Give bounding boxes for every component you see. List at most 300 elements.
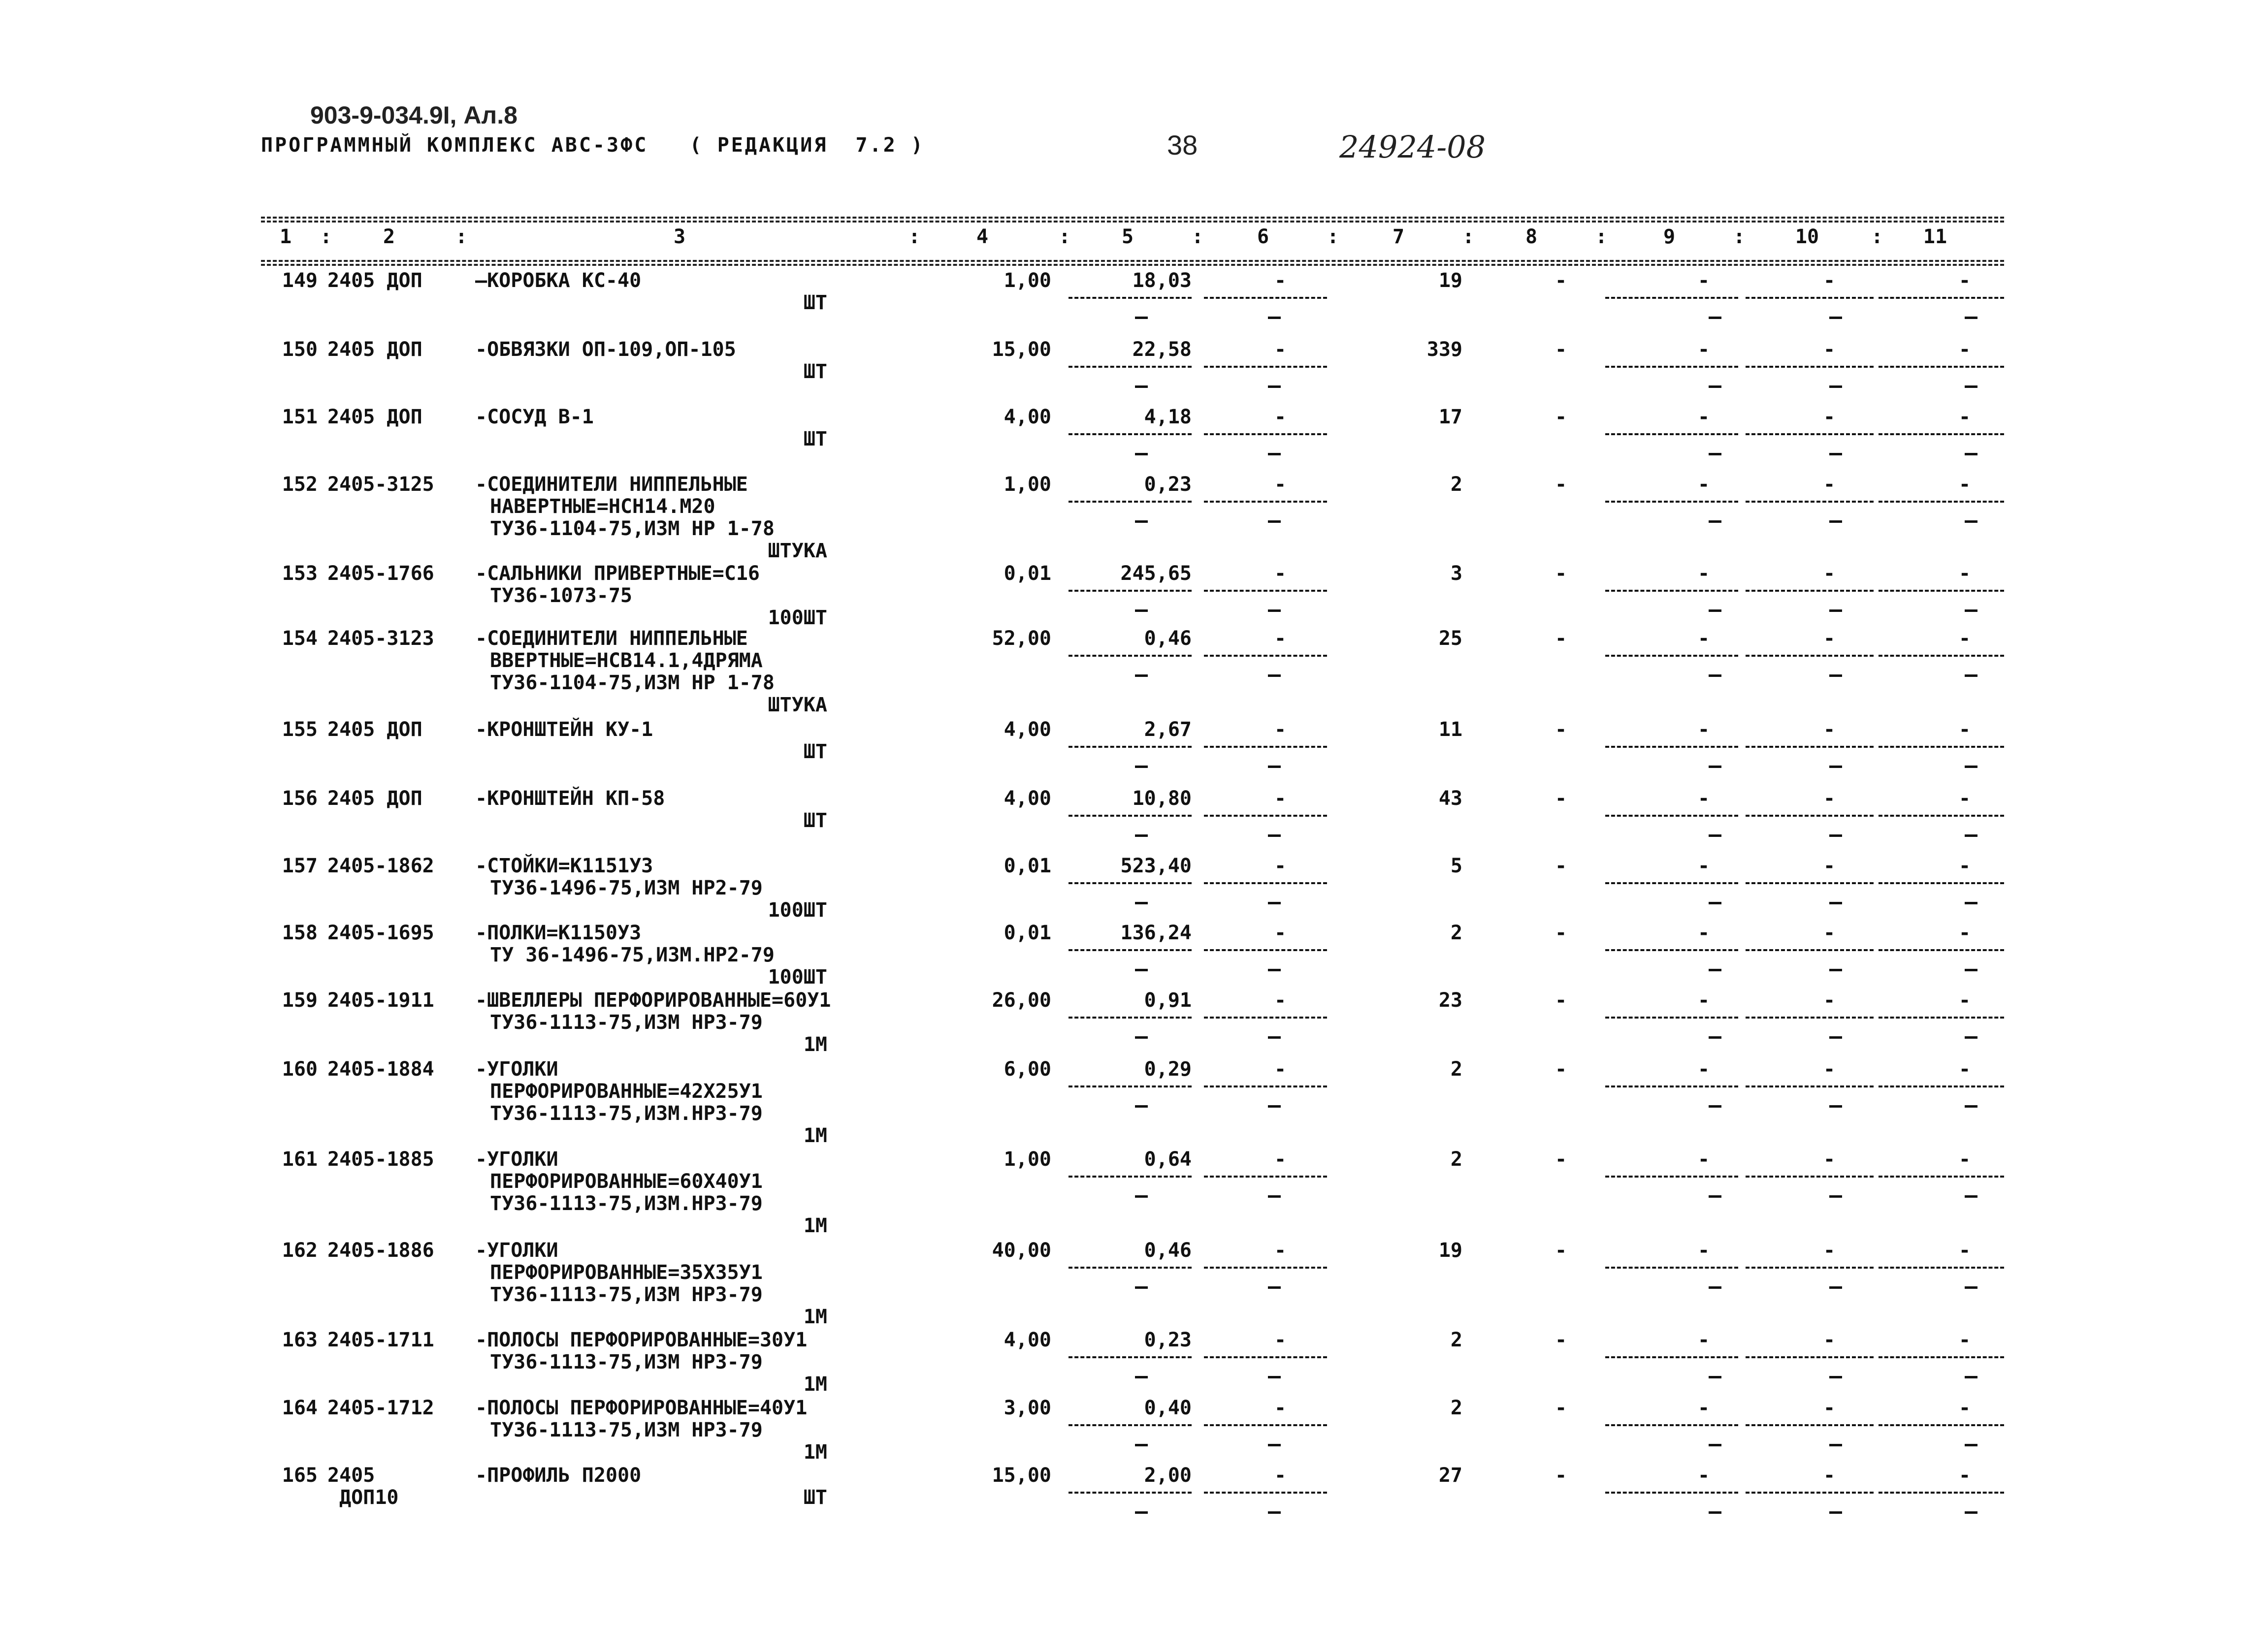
- subtotal-rule: [1605, 815, 1738, 817]
- row-price: 0,64: [1144, 1148, 1192, 1171]
- empty-mark: [1829, 317, 1842, 319]
- row-price: 22,58: [1132, 338, 1192, 361]
- empty-mark: [1709, 453, 1721, 455]
- row-col10: -: [1823, 1464, 1836, 1487]
- row-code: 2405 ДОП: [327, 718, 422, 741]
- row-code: 2405-3123: [327, 627, 434, 650]
- header-bottom-rule-2: [261, 264, 2004, 266]
- column-separator: :: [1871, 225, 1883, 248]
- row-col10: -: [1823, 1148, 1836, 1171]
- row-price: 2,67: [1144, 718, 1192, 741]
- row-col8: -: [1555, 473, 1567, 496]
- empty-mark: [1965, 317, 1977, 319]
- row-price: 0,40: [1144, 1397, 1192, 1419]
- empty-mark: [1135, 1195, 1148, 1198]
- subtotal-rule: [1069, 815, 1192, 817]
- row-price: 523,40: [1120, 855, 1192, 877]
- empty-mark: [1135, 1036, 1148, 1039]
- row-unit: ШТ: [803, 428, 827, 450]
- empty-mark: [1965, 1105, 1977, 1108]
- row-price: 2,00: [1144, 1464, 1192, 1487]
- row-description: ТУ 36-1496-75,ИЗМ.НР2-79: [490, 944, 775, 966]
- row-description: ВВЕРТНЫЕ=НСВ14.1,4ДРЯМА: [490, 649, 763, 672]
- subtotal-rule: [1069, 1176, 1192, 1178]
- subtotal-rule: [1605, 590, 1738, 592]
- subtotal-rule: [1879, 882, 2004, 884]
- row-code: 2405 ДОП10: [327, 1464, 399, 1509]
- column-separator: :: [455, 225, 468, 248]
- row-col7: 19: [1438, 1239, 1462, 1262]
- row-unit: 1М: [803, 1033, 827, 1056]
- row-quantity: 3,00: [1004, 1397, 1051, 1419]
- row-code: 2405-1885: [327, 1148, 434, 1171]
- subtotal-rule: [1746, 366, 1874, 368]
- row-unit: 1М: [803, 1124, 827, 1147]
- row-description: ПЕРФОРИРОВАННЫЕ=42Х25У1: [490, 1080, 763, 1103]
- row-unit: 1М: [803, 1306, 827, 1328]
- row-col11: -: [1958, 338, 1971, 361]
- subtotal-rule: [1746, 815, 1874, 817]
- row-code: 2405 ДОП: [327, 269, 422, 292]
- empty-mark: [1268, 1444, 1281, 1446]
- row-description: -ПОЛКИ=К1150У3: [475, 922, 642, 944]
- row-price: 0,23: [1144, 473, 1192, 496]
- row-price: 0,23: [1144, 1329, 1192, 1351]
- column-header: 2: [383, 225, 395, 248]
- handwritten-number: 24924-08: [1339, 129, 1486, 165]
- subtotal-rule: [1746, 1176, 1874, 1178]
- empty-mark: [1965, 453, 1977, 455]
- subtotal-rule: [1605, 1017, 1738, 1019]
- row-col6: -: [1274, 1058, 1287, 1081]
- row-description: -ПОЛОСЫ ПЕРФОРИРОВАННЫЕ=30У1: [475, 1329, 808, 1351]
- subtotal-rule: [1069, 1267, 1192, 1269]
- row-col11: -: [1958, 855, 1971, 877]
- row-col11: -: [1958, 718, 1971, 741]
- empty-mark: [1268, 317, 1281, 319]
- subtotal-rule: [1605, 501, 1738, 503]
- row-unit: ШТ: [803, 360, 827, 383]
- subtotal-rule: [1879, 1085, 2004, 1087]
- empty-mark: [1135, 834, 1148, 837]
- row-col7: 11: [1438, 718, 1462, 741]
- row-col10: -: [1823, 269, 1836, 292]
- subtotal-rule: [1605, 433, 1738, 435]
- subtotal-rule: [1746, 1424, 1874, 1426]
- subtotal-rule: [1204, 1267, 1327, 1269]
- row-col8: -: [1555, 989, 1567, 1012]
- subtotal-rule: [1204, 590, 1327, 592]
- column-separator: :: [1327, 225, 1339, 248]
- row-quantity: 4,00: [1004, 718, 1051, 741]
- row-col9: -: [1697, 787, 1710, 810]
- row-col9: -: [1697, 338, 1710, 361]
- row-col9: -: [1697, 855, 1710, 877]
- column-header: 3: [673, 225, 686, 248]
- row-number: 157: [282, 855, 318, 877]
- row-col6: -: [1274, 1397, 1287, 1419]
- row-col7: 27: [1438, 1464, 1462, 1487]
- row-number: 152: [282, 473, 318, 496]
- subtotal-rule: [1746, 297, 1874, 299]
- row-number: 163: [282, 1329, 318, 1351]
- row-col9: -: [1697, 922, 1710, 944]
- subtotal-rule: [1069, 746, 1192, 748]
- row-description: -УГОЛКИ: [475, 1058, 558, 1081]
- empty-mark: [1709, 1105, 1721, 1108]
- empty-mark: [1268, 1286, 1281, 1289]
- row-col11: -: [1958, 1329, 1971, 1351]
- row-col9: -: [1697, 627, 1710, 650]
- row-quantity: 1,00: [1004, 269, 1051, 292]
- row-price: 0,46: [1144, 627, 1192, 650]
- row-col7: 23: [1438, 989, 1462, 1012]
- row-code: 2405-1886: [327, 1239, 434, 1262]
- row-col8: -: [1555, 718, 1567, 741]
- row-col7: 2: [1450, 1058, 1462, 1081]
- column-header: 10: [1795, 225, 1819, 248]
- row-quantity: 6,00: [1004, 1058, 1051, 1081]
- row-col6: -: [1274, 855, 1287, 877]
- row-unit: ШТ: [803, 291, 827, 314]
- row-description: ПЕРФОРИРОВАННЫЕ=35Х35У1: [490, 1261, 763, 1284]
- row-col7: 2: [1450, 1397, 1462, 1419]
- row-description: -СОЕДИНИТЕЛИ НИППЕЛЬНЫЕ: [475, 473, 748, 496]
- column-header: 8: [1525, 225, 1538, 248]
- column-header: 11: [1923, 225, 1947, 248]
- subtotal-rule: [1204, 1017, 1327, 1019]
- row-col6: -: [1274, 1464, 1287, 1487]
- row-unit: ШТУКА: [768, 694, 827, 716]
- empty-mark: [1268, 766, 1281, 768]
- column-header: 7: [1392, 225, 1405, 248]
- empty-mark: [1829, 902, 1842, 904]
- row-unit: ШТ: [803, 1486, 827, 1509]
- empty-mark: [1965, 766, 1977, 768]
- row-unit: ШТ: [803, 740, 827, 763]
- row-col7: 25: [1438, 627, 1462, 650]
- row-description: ТУ36-1073-75: [490, 584, 632, 607]
- row-unit: 100ШТ: [768, 899, 827, 922]
- row-col10: -: [1823, 718, 1836, 741]
- row-col11: -: [1958, 406, 1971, 428]
- row-col6: -: [1274, 473, 1287, 496]
- row-number: 159: [282, 989, 318, 1012]
- row-description: -КРОНШТЕЙН КП-58: [475, 787, 665, 810]
- subtotal-rule: [1605, 366, 1738, 368]
- empty-mark: [1135, 453, 1148, 455]
- column-header: 9: [1663, 225, 1676, 248]
- subtotal-rule: [1204, 433, 1327, 435]
- row-col7: 2: [1450, 1148, 1462, 1171]
- row-description: -ОБВЯЗКИ ОП-109,ОП-105: [475, 338, 736, 361]
- row-col7: 339: [1426, 338, 1462, 361]
- row-col8: -: [1555, 562, 1567, 585]
- empty-mark: [1829, 1105, 1842, 1108]
- empty-mark: [1709, 1376, 1721, 1378]
- empty-mark: [1709, 1195, 1721, 1198]
- row-col11: -: [1958, 787, 1971, 810]
- row-description: -ПРОФИЛЬ П2000: [475, 1464, 642, 1487]
- empty-mark: [1965, 1036, 1977, 1039]
- row-col11: -: [1958, 473, 1971, 496]
- empty-mark: [1268, 902, 1281, 904]
- subtotal-rule: [1204, 1424, 1327, 1426]
- subtotal-rule: [1069, 1492, 1192, 1494]
- empty-mark: [1709, 1036, 1721, 1039]
- subtotal-rule: [1605, 1176, 1738, 1178]
- subtotal-rule: [1605, 949, 1738, 951]
- row-col7: 19: [1438, 269, 1462, 292]
- column-separator: :: [1595, 225, 1608, 248]
- row-quantity: 15,00: [992, 1464, 1051, 1487]
- subtotal-rule: [1204, 1356, 1327, 1358]
- subtotal-rule: [1605, 655, 1738, 657]
- empty-mark: [1965, 902, 1977, 904]
- subtotal-rule: [1746, 590, 1874, 592]
- empty-mark: [1135, 1376, 1148, 1378]
- subtotal-rule: [1879, 949, 2004, 951]
- empty-mark: [1268, 1195, 1281, 1198]
- subtotal-rule: [1746, 1492, 1874, 1494]
- row-col8: -: [1555, 1148, 1567, 1171]
- row-description: ТУ36-1113-75,ИЗМ НР3-79: [490, 1011, 763, 1034]
- row-quantity: 15,00: [992, 338, 1051, 361]
- subtotal-rule: [1204, 949, 1327, 951]
- subtotal-rule: [1605, 1356, 1738, 1358]
- row-col10: -: [1823, 1329, 1836, 1351]
- row-description: НАВЕРТНЫЕ=НСН14.М20: [490, 495, 715, 518]
- table-top-rule: [261, 217, 2004, 219]
- subtotal-rule: [1204, 1492, 1327, 1494]
- row-col11: -: [1958, 1239, 1971, 1262]
- row-description: -СТОЙКИ=К1151У3: [475, 855, 653, 877]
- subtotal-rule: [1069, 501, 1192, 503]
- subtotal-rule: [1879, 1424, 2004, 1426]
- empty-mark: [1135, 902, 1148, 904]
- row-col6: -: [1274, 269, 1287, 292]
- empty-mark: [1135, 674, 1148, 677]
- subtotal-rule: [1605, 297, 1738, 299]
- row-col7: 2: [1450, 1329, 1462, 1351]
- column-separator: :: [1462, 225, 1475, 248]
- empty-mark: [1709, 766, 1721, 768]
- row-col6: -: [1274, 1329, 1287, 1351]
- row-quantity: 1,00: [1004, 473, 1051, 496]
- row-number: 153: [282, 562, 318, 585]
- empty-mark: [1709, 969, 1721, 971]
- empty-mark: [1829, 609, 1842, 612]
- empty-mark: [1965, 1444, 1977, 1446]
- subtotal-rule: [1204, 501, 1327, 503]
- program-title: ПРОГРАММНЫЙ КОМПЛЕКС АВС-3ФС ( РЕДАКЦИЯ 7.2 ): [261, 134, 925, 157]
- row-code: 2405-1884: [327, 1058, 434, 1081]
- empty-mark: [1268, 674, 1281, 677]
- row-col10: -: [1823, 1058, 1836, 1081]
- empty-mark: [1709, 902, 1721, 904]
- row-col7: 17: [1438, 406, 1462, 428]
- row-number: 154: [282, 627, 318, 650]
- subtotal-rule: [1069, 1017, 1192, 1019]
- subtotal-rule: [1879, 815, 2004, 817]
- empty-mark: [1965, 1195, 1977, 1198]
- row-col11: -: [1958, 1397, 1971, 1419]
- subtotal-rule: [1746, 501, 1874, 503]
- row-col8: -: [1555, 855, 1567, 877]
- subtotal-rule: [1879, 297, 2004, 299]
- empty-mark: [1829, 834, 1842, 837]
- row-col6: -: [1274, 718, 1287, 741]
- row-description: -ШВЕЛЛЕРЫ ПЕРФОРИРОВАННЫЕ=60У1: [475, 989, 831, 1012]
- row-price: 0,46: [1144, 1239, 1192, 1262]
- document-code: 903-9-034.9I, Ал.8: [310, 101, 518, 129]
- subtotal-rule: [1204, 1176, 1327, 1178]
- row-col9: -: [1697, 1397, 1710, 1419]
- row-code: 2405 ДОП: [327, 406, 422, 428]
- row-description: -УГОЛКИ: [475, 1148, 558, 1171]
- empty-mark: [1829, 385, 1842, 388]
- row-quantity: 0,01: [1004, 922, 1051, 944]
- page-number: 38: [1167, 129, 1198, 160]
- row-col8: -: [1555, 1239, 1567, 1262]
- subtotal-rule: [1204, 366, 1327, 368]
- empty-mark: [1268, 1511, 1281, 1514]
- empty-mark: [1135, 1444, 1148, 1446]
- empty-mark: [1135, 1511, 1148, 1514]
- empty-mark: [1268, 609, 1281, 612]
- subtotal-rule: [1879, 590, 2004, 592]
- empty-mark: [1709, 520, 1721, 523]
- row-col10: -: [1823, 989, 1836, 1012]
- row-description: -СОЕДИНИТЕЛИ НИППЕЛЬНЫЕ: [475, 627, 748, 650]
- row-number: 161: [282, 1148, 318, 1171]
- subtotal-rule: [1204, 815, 1327, 817]
- row-quantity: 0,01: [1004, 562, 1051, 585]
- row-col6: -: [1274, 338, 1287, 361]
- empty-mark: [1829, 1036, 1842, 1039]
- empty-mark: [1709, 1286, 1721, 1289]
- row-col10: -: [1823, 1239, 1836, 1262]
- row-code: 2405 ДОП: [327, 787, 422, 810]
- column-header: 5: [1121, 225, 1134, 248]
- row-col7: 2: [1450, 922, 1462, 944]
- empty-mark: [1268, 1105, 1281, 1108]
- subtotal-rule: [1204, 746, 1327, 748]
- row-col11: -: [1958, 562, 1971, 585]
- row-col9: -: [1697, 1148, 1710, 1171]
- row-col8: -: [1555, 922, 1567, 944]
- subtotal-rule: [1204, 297, 1327, 299]
- row-col10: -: [1823, 1397, 1836, 1419]
- row-col9: -: [1697, 1239, 1710, 1262]
- subtotal-rule: [1879, 1356, 2004, 1358]
- empty-mark: [1829, 969, 1842, 971]
- empty-mark: [1135, 520, 1148, 523]
- row-price: 0,91: [1144, 989, 1192, 1012]
- empty-mark: [1135, 1286, 1148, 1289]
- row-description: -ПОЛОСЫ ПЕРФОРИРОВАННЫЕ=40У1: [475, 1397, 808, 1419]
- row-col8: -: [1555, 338, 1567, 361]
- subtotal-rule: [1204, 655, 1327, 657]
- header-bottom-rule: [261, 260, 2004, 262]
- subtotal-rule: [1879, 746, 2004, 748]
- row-quantity: 1,00: [1004, 1148, 1051, 1171]
- row-number: 165: [282, 1464, 318, 1487]
- row-col6: -: [1274, 989, 1287, 1012]
- subtotal-rule: [1605, 882, 1738, 884]
- row-description: -СОСУД В-1: [475, 406, 594, 428]
- empty-mark: [1829, 674, 1842, 677]
- row-col6: -: [1274, 406, 1287, 428]
- column-separator: :: [1192, 225, 1204, 248]
- subtotal-rule: [1605, 1492, 1738, 1494]
- empty-mark: [1268, 520, 1281, 523]
- subtotal-rule: [1069, 882, 1192, 884]
- row-number: 149: [282, 269, 318, 292]
- row-description: ТУ36-1113-75,ИЗМ.НР3-79: [490, 1192, 763, 1215]
- row-col9: -: [1697, 473, 1710, 496]
- row-description: ТУ36-1496-75,ИЗМ НР2-79: [490, 877, 763, 899]
- column-separator: :: [908, 225, 921, 248]
- row-col7: 43: [1438, 787, 1462, 810]
- subtotal-rule: [1605, 1424, 1738, 1426]
- empty-mark: [1965, 1511, 1977, 1514]
- subtotal-rule: [1204, 882, 1327, 884]
- empty-mark: [1268, 1036, 1281, 1039]
- row-col10: -: [1823, 562, 1836, 585]
- row-description: -УГОЛКИ: [475, 1239, 558, 1262]
- row-col8: -: [1555, 1397, 1567, 1419]
- subtotal-rule: [1069, 297, 1192, 299]
- row-col8: -: [1555, 269, 1567, 292]
- empty-mark: [1829, 520, 1842, 523]
- empty-mark: [1965, 834, 1977, 837]
- row-unit: ШТ: [803, 809, 827, 832]
- column-header: 1: [279, 225, 292, 248]
- row-col10: -: [1823, 855, 1836, 877]
- row-quantity: 40,00: [992, 1239, 1051, 1262]
- empty-mark: [1135, 609, 1148, 612]
- empty-mark: [1829, 1286, 1842, 1289]
- row-col9: -: [1697, 1329, 1710, 1351]
- row-col11: -: [1958, 922, 1971, 944]
- row-col9: -: [1697, 562, 1710, 585]
- empty-mark: [1709, 1511, 1721, 1514]
- subtotal-rule: [1879, 1176, 2004, 1178]
- row-col10: -: [1823, 473, 1836, 496]
- row-col9: -: [1697, 1058, 1710, 1081]
- row-col10: -: [1823, 338, 1836, 361]
- empty-mark: [1829, 1511, 1842, 1514]
- subtotal-rule: [1605, 1267, 1738, 1269]
- row-code: 2405-1911: [327, 989, 434, 1012]
- subtotal-rule: [1879, 1492, 2004, 1494]
- row-col8: -: [1555, 627, 1567, 650]
- empty-mark: [1829, 1444, 1842, 1446]
- row-code: 2405-3125: [327, 473, 434, 496]
- row-col7: 3: [1450, 562, 1462, 585]
- row-col8: -: [1555, 1329, 1567, 1351]
- empty-mark: [1135, 969, 1148, 971]
- column-separator: :: [1059, 225, 1071, 248]
- row-description: ТУ36-1113-75,ИЗМ НР3-79: [490, 1283, 763, 1306]
- row-description: -САЛЬНИКИ ПРИВЕРТНЫЕ=С16: [475, 562, 760, 585]
- empty-mark: [1268, 834, 1281, 837]
- empty-mark: [1135, 317, 1148, 319]
- row-col6: -: [1274, 1148, 1287, 1171]
- row-number: 162: [282, 1239, 318, 1262]
- row-col6: -: [1274, 922, 1287, 944]
